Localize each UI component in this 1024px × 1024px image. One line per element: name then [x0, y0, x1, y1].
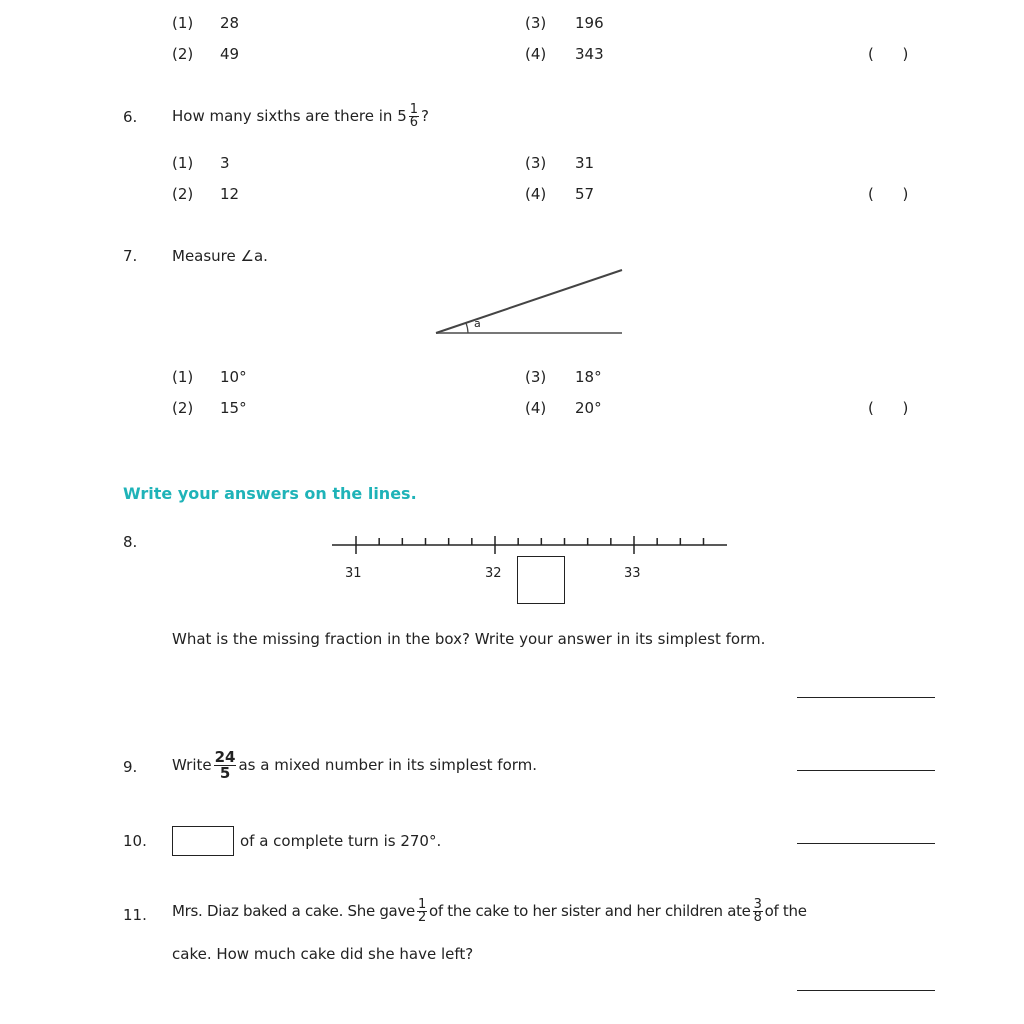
q6-fraction	[409, 104, 419, 129]
q10-question: of a complete turn is 270°.	[240, 832, 442, 850]
q11-question-line2: cake. How much cake did she have left?	[172, 945, 474, 963]
q5-option-1-num: (1)	[172, 14, 194, 32]
q9-post: as a mixed number in its simplest form.	[238, 756, 538, 774]
q5-option-3: 196	[575, 14, 604, 32]
q11-text-1: Mrs. Diaz baked a cake. She gave	[172, 902, 415, 920]
q5-option-2-num: (2)	[172, 45, 194, 63]
q9-pre: Write	[172, 756, 212, 774]
q11-frac2-num: 3	[753, 897, 762, 912]
angle-diagram	[430, 262, 630, 342]
q6-option-4: 57	[575, 185, 595, 203]
q6-answer-bracket[interactable]: ( )	[868, 185, 909, 203]
q6-option-2-num: (2)	[172, 185, 194, 203]
q6-frac-den: 6	[409, 115, 419, 130]
q7-option-3-num: (3)	[525, 368, 547, 386]
number-line-label-32: 32	[485, 566, 502, 581]
q11-text-3: of the	[764, 902, 807, 920]
number-line-label-31: 31	[345, 566, 362, 581]
q5-option-4: 343	[575, 45, 604, 63]
q5-option-2: 49	[220, 45, 240, 63]
q9-frac-num: 24	[214, 748, 236, 766]
q7-option-2: 15°	[220, 399, 247, 417]
q11-frac1-num: 1	[417, 897, 426, 912]
q6-option-3: 31	[575, 154, 595, 172]
q9-fraction	[214, 750, 237, 781]
q8-number: 8.	[123, 533, 138, 551]
section-heading: Write your answers on the lines.	[123, 484, 417, 503]
q5-answer-bracket[interactable]: ( )	[868, 45, 909, 63]
q7-option-1: 10°	[220, 368, 247, 386]
q10-number: 10.	[123, 832, 147, 850]
q7-question: Measure ∠a.	[172, 247, 268, 265]
q6-option-3-num: (3)	[525, 154, 547, 172]
q7-option-1-num: (1)	[172, 368, 194, 386]
q6-option-1: 3	[220, 154, 230, 172]
q5-option-3-num: (3)	[525, 14, 547, 32]
number-line-label-33: 33	[624, 566, 641, 581]
q7-option-4: 20°	[575, 399, 602, 417]
q9-number: 9.	[123, 758, 138, 776]
q6-question	[172, 104, 429, 129]
q9-frac-den: 5	[219, 764, 231, 782]
q5-option-1: 28	[220, 14, 240, 32]
angle-upper-ray	[436, 270, 622, 333]
q6-text: How many sixths are there in 5	[172, 107, 407, 125]
q6-option-1-num: (1)	[172, 154, 194, 172]
q6-suffix: ?	[421, 107, 429, 125]
q10-answer-line[interactable]	[797, 843, 935, 844]
angle-arc	[466, 323, 468, 333]
q11-question-line1	[172, 899, 807, 924]
angle-label: a	[474, 317, 481, 330]
q7-number: 7.	[123, 247, 138, 265]
q11-text-2: of the cake to her sister and her children ate	[428, 902, 751, 920]
q9-question	[172, 750, 537, 781]
q8-question: What is the missing fraction in the box? Write your answer in its simplest form.	[172, 630, 766, 648]
q7-answer-bracket[interactable]: ( )	[868, 399, 909, 417]
q7-option-4-num: (4)	[525, 399, 547, 417]
q7-option-3: 18°	[575, 368, 602, 386]
q11-answer-line[interactable]	[797, 990, 935, 991]
missing-fraction-box	[517, 556, 565, 604]
q10-answer-box[interactable]	[172, 826, 234, 856]
q8-answer-line[interactable]	[797, 697, 935, 698]
q11-fraction-2	[753, 899, 763, 924]
q11-frac1-den: 2	[417, 910, 426, 925]
q6-option-2: 12	[220, 185, 240, 203]
q11-number: 11.	[123, 906, 147, 924]
q7-option-2-num: (2)	[172, 399, 194, 417]
q5-option-4-num: (4)	[525, 45, 547, 63]
q11-fraction-1	[417, 899, 427, 924]
q11-frac2-den: 8	[753, 910, 762, 925]
q9-answer-line[interactable]	[797, 770, 935, 771]
q6-number: 6.	[123, 108, 138, 126]
q6-frac-num: 1	[409, 102, 419, 117]
q6-option-4-num: (4)	[525, 185, 547, 203]
